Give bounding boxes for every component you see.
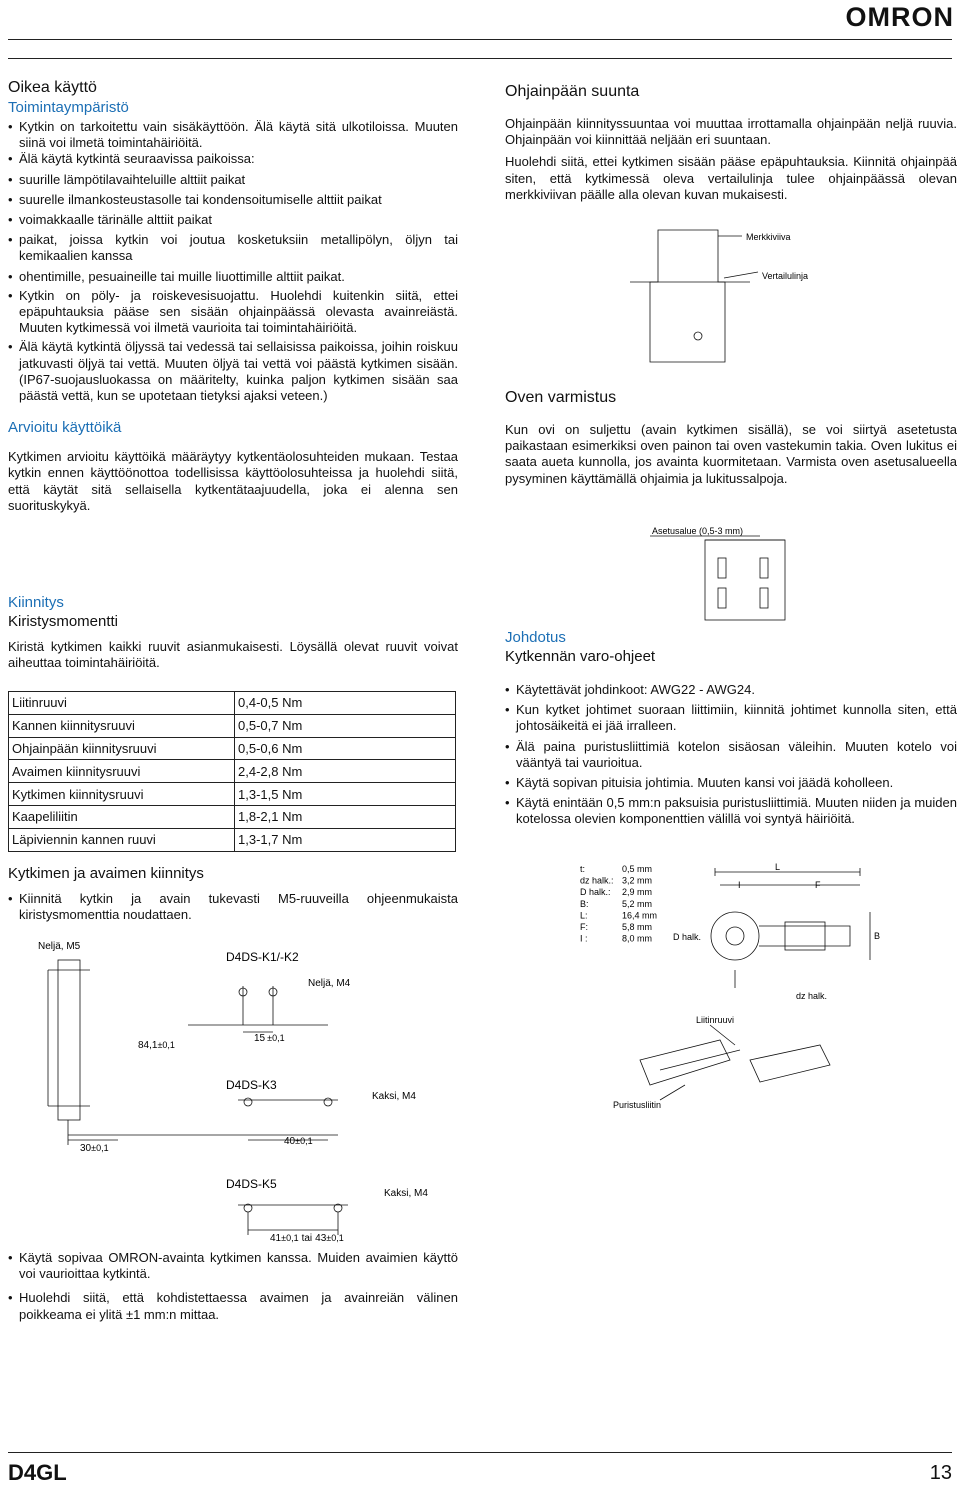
head-heading: Ohjainpään suunta [505, 83, 640, 100]
key-bullet-3: • Huolehdi siitä, että kohdistettaessa avaimen ja avainreiän välinen poikkeama ei ylitä ±1 mm:n mittaa. [8, 1290, 458, 1322]
dim-label: L: [580, 910, 588, 921]
env-sub-3: • voimakkaalle tärinälle alttiit paikat [8, 212, 458, 228]
footer-rule [8, 1452, 952, 1453]
terminal-diagram [570, 860, 910, 1120]
head-text-2: Huolehdi siitä, ettei kytkimen sisään pääse epäpuhtauksia. Kiinnitä ohjainpää siten, että kytkimessä oleva vertailulinja tulee ohjainpäässä olevan merkkiviivan päälle alla olevan kuvan mukaisesti. [505, 154, 957, 202]
door-diagram [610, 518, 870, 626]
table-cell: 1,3-1,7 Nm [235, 828, 456, 851]
omron-logo: OMRON [845, 2, 954, 32]
key-bullet-2: • Käytä sopivaa OMRON-avainta kytkimen kanssa. Muiden avaimien käyttö voi vaurioittaa kytkintä. [8, 1250, 458, 1282]
table-cell: Liitinruuvi [9, 692, 235, 715]
dim-value: 5,2 mm [622, 898, 653, 909]
table-cell: 0,4-0,5 Nm [235, 692, 456, 715]
wire-subheading: Kytkennän varo-ohjeet [505, 648, 656, 665]
wire-item: • Käytä enintään 0,5 mm:n paksuisia puristusliittimiä. Muuten niiden ja muiden kotelossa olevien komponenttien välillä voi syntyä häiriöitä. [505, 795, 957, 827]
wire-item: • Käytettävät johdinkoot: AWG22 - AWG24. [505, 682, 957, 698]
env-bullet-1: • Kytkin on tarkoitettu vain sisäkäyttöön. Älä käytä sitä ulkotiloissa. Muuten siinä voi ilmetä toimintahäiriöitä. [8, 119, 458, 151]
table-cell: 1,3-1,5 Nm [235, 783, 456, 806]
key-block [8, 864, 458, 923]
hole-mark [244, 1098, 252, 1106]
life-text: Kytkimen arvioitu käyttöikä määräytyy kytkentäolosuhteiden mukaan. Testaa kytkin ennen käyttöönottoa todellisissa käyttöolosuhteissa ja huolehdi siitä, että käytät sitä sellaisella kytkentätaajuudella, joka ei alenna sen suorituskykyä. [8, 449, 458, 513]
dim-label: I : [580, 933, 588, 944]
table-cell: Kaapeliliitin [9, 805, 235, 828]
mount-heading: Kiinnitys [8, 594, 64, 611]
center-mark [694, 332, 702, 340]
dim-label: B: [580, 898, 589, 909]
bracket-outline [705, 540, 785, 620]
torque-table [8, 691, 456, 852]
env-sub-1: • suurille lämpötilavaihteluille alttiit paikat [8, 172, 458, 188]
lbl-puristusliitin: Puristusliitin [613, 1100, 662, 1110]
lbl-D: D halk. [673, 932, 702, 942]
door-heading: Oven varmistus [505, 389, 617, 406]
label-vertailulinja: Vertailulinja [762, 271, 809, 281]
ring-terminal [711, 912, 759, 960]
crimp-sketch [750, 1045, 830, 1082]
table-row [9, 692, 456, 715]
dim-value: 16,4 mm [622, 910, 658, 921]
life-heading: Arvioitu käyttöikä [8, 419, 122, 437]
dim-label: t: [580, 864, 586, 874]
env-bullet-4: • Älä käytä kytkintä öljyssä tai vedessä tai sellaisissa paikoissa, joihin roiskuu jatkuvasti öljyä tai vettä. Muuten öljyä tai vettä voi päästä kytkimen sisään. (IP67-suojausluokassa on määritelty, kuinka paljon kytkimen sisään saa päästä vettä, kun se upotetaan tietyksi ajaksi veteen.) [8, 339, 458, 404]
key-block-2 [8, 1250, 458, 1323]
label-k3: D4DS-K3 [226, 1078, 277, 1092]
table-cell: Läpiviennin kannen ruuvi [9, 828, 235, 851]
screw-sketch [640, 1040, 730, 1085]
torque-text: Kiristä kytkimen kaikki ruuvit asianmukaisesti. Löysällä olevat ruuvit voivat aiheuttaa toimintahäiriöitä. [8, 639, 458, 671]
dim-value: 3,2 mm [622, 875, 653, 886]
slot-mark [760, 558, 768, 578]
section-title: Oikea käyttö [8, 79, 97, 96]
label-nelja-m5: Neljä, M5 [38, 941, 81, 952]
dim-label: D halk.: [580, 887, 611, 898]
left-column [8, 78, 458, 514]
dim-label: F: [580, 922, 588, 932]
key-heading: Kytkimen ja avaimen kiinnitys [8, 865, 204, 882]
dim-15: 15 ±0,1 [254, 1033, 285, 1044]
lbl-B: B [874, 931, 881, 941]
page-number: 13 [929, 1462, 952, 1484]
wire-heading: Johdotus [505, 629, 566, 646]
env-sub-4: • paikat, joissa kytkin voi joutua kosketuksiin metallipölyn, öljyn tai kemikaalien kanssa [8, 232, 458, 264]
env-bullet-2: • Älä käytä kytkintä seuraavissa paikoissa: [8, 151, 458, 167]
table-cell: 0,5-0,6 Nm [235, 737, 456, 760]
table-cell: Ohjainpään kiinnitysruuvi [9, 737, 235, 760]
env-list-2 [8, 288, 458, 404]
dim-30: 30±0,1 [80, 1143, 109, 1154]
wire-item: • Älä paina puristusliittimiä kotelon sisäosan väleihin. Muuten kotelo voi vääntyä tai vaurioitua. [505, 739, 957, 771]
table-row [9, 828, 456, 851]
key-list-2 [8, 1250, 458, 1323]
mount-block [8, 593, 458, 671]
env-sublist [8, 172, 458, 285]
dim-40: 40±0,1 [284, 1136, 313, 1147]
lbl-F: F [815, 880, 821, 890]
label-asetusalue: Asetusalue (0,5-3 mm) [652, 526, 744, 536]
env-list [8, 119, 458, 168]
label-merkkiviiva: Merkkiviiva [746, 232, 791, 242]
env-sub-2: • suurelle ilmankosteustasolle tai kondensoitumiselle alttiit paikat [8, 192, 458, 208]
env-heading: Toimintaympäristö [8, 99, 129, 116]
table-row [9, 760, 456, 783]
lbl-dz: dz halk. [796, 991, 828, 1001]
door-text: Kun ovi on suljettu (avain kytkimen sisällä), se voi siirtyä asetetusta paikastaan esimerkiksi oven painon tai oven vastekumin takia. Oven lukitus ei saata aueta kunnolla, jos avainta kuormitetaan. Varmista oven asetusalueella pysyminen käyttämällä ohjaimia ja lukitussalpoja. [505, 422, 957, 486]
env-bullet-3: • Kytkin on pöly- ja roiskevesisuojattu. Huolehdi kuitenkin siitä, ettei epäpuhtauksia pääse sen sisään ohjainpäässä olevasta avainreiästä. Muuten kytkimessä voi ilmetä vaurioita tai toimintahäiriöitä. [8, 288, 458, 337]
lbl-L: L [775, 862, 781, 872]
right-column [505, 82, 957, 203]
slot-mark [718, 558, 726, 578]
table-cell: Avaimen kiinnitysruuvi [9, 760, 235, 783]
dim-value: 2,9 mm [622, 887, 653, 898]
table-cell: 1,8-2,1 Nm [235, 805, 456, 828]
table-cell: 0,5-0,7 Nm [235, 714, 456, 737]
header-rule [8, 39, 952, 40]
footer-model: D4GL [8, 1460, 67, 1485]
key-bullet-1: • Kiinnitä kytkin ja avain tukevasti M5-ruuveilla ohjeenmukaista kiristysmomenttia noudattaen. [8, 891, 458, 923]
wire-item: • Kun kytket johtimet suoraan liittimiin, kiinnitä johtimet kunnolla siten, että johtosäikeitä ei jää irralleen. [505, 702, 957, 734]
lbl-liitinruuvi: Liitinruuvi [696, 1015, 735, 1025]
key-mounting-diagram [8, 930, 458, 1250]
label-k1: D4DS-K1/-K2 [226, 950, 299, 964]
slot-mark [760, 588, 768, 608]
key-list [8, 891, 458, 923]
head-text-1: Ohjainpään kiinnityssuuntaa voi muuttaa irrottamalla ohjainpään neljä ruuvia. Ohjainpään voi kiinnittää neljään eri suuntaan. [505, 116, 957, 148]
table-row [9, 783, 456, 806]
env-sub-5: • ohentimille, pesuaineille tai muille liuottimille alttiit paikat. [8, 269, 458, 285]
door-block [505, 388, 957, 487]
label-nelja-m4: Neljä, M4 [308, 978, 351, 989]
wire-item: • Käytä sopivan pituisia johtimia. Muuten kansi voi jäädä koholleen. [505, 775, 957, 791]
slot-mark [718, 588, 726, 608]
label-k5: D4DS-K5 [226, 1177, 277, 1191]
table-row [9, 737, 456, 760]
dim-41-43: 41±0,1 tai 43±0,1 [270, 1233, 344, 1244]
switch-body [58, 960, 80, 1120]
head-orientation-diagram [620, 222, 840, 380]
dim-84: 84,1±0,1 [138, 1040, 175, 1051]
wire-list [505, 682, 957, 828]
wiring-block [505, 628, 957, 828]
table-cell: 2,4-2,8 Nm [235, 760, 456, 783]
table-cell: Kannen kiinnitysruuvi [9, 714, 235, 737]
lbl-I: I [738, 880, 741, 890]
hole-mark [324, 1098, 332, 1106]
torque-heading: Kiristysmomentti [8, 613, 119, 630]
dim-value: 0,5 mm [622, 864, 653, 874]
header-rule-2 [8, 58, 952, 59]
dim-label: dz halk.: [580, 875, 614, 886]
table-row [9, 714, 456, 737]
label-kaksi-m4: Kaksi, M4 [372, 1091, 416, 1102]
switch-outline [650, 230, 725, 362]
dim-value: 5,8 mm [622, 922, 653, 932]
dim-value: 8,0 mm [622, 933, 653, 944]
table-cell: Kytkimen kiinnitysruuvi [9, 783, 235, 806]
label-kaksi-m4-b: Kaksi, M4 [384, 1188, 428, 1199]
table-row [9, 805, 456, 828]
